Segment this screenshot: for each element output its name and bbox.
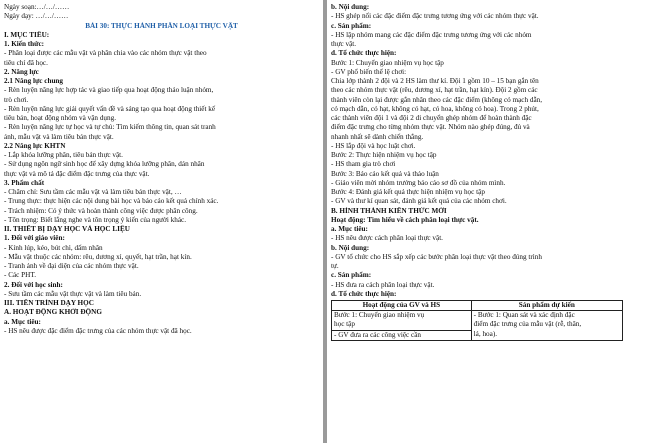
text-line: - Rèn luyện năng lực hợp tác và giao tiếp qua hoạt động thảo luận nhóm, xyxy=(4,86,214,95)
text-line: - GV phổ biến thể lệ chơi: xyxy=(331,67,407,76)
text-line: có mạch dẫn, có hạt, không có hạt, có hoa, không có hoa). Trong 2 phút, xyxy=(331,104,539,113)
text-line: thành viên còn lại được gắn nhãn theo các đặc điểm (không có mạch dẫn, xyxy=(331,95,543,104)
section-heading: c. Sản phẩm: xyxy=(331,271,372,280)
text-line: Bước 1: Chuyển giao nhiệm vụ học tập xyxy=(331,58,444,67)
text-line: - HS lập nhóm mang các đặc điểm đặc trưng tương ứng với các nhóm xyxy=(331,30,532,39)
table-cell xyxy=(471,311,622,341)
section-heading: II. THIẾT BỊ DẠY HỌC VÀ HỌC LIỆU xyxy=(4,225,130,233)
table-cell-line: điểm đặc trưng của mẫu vật (rễ, thân, xyxy=(473,320,582,329)
text-line: trò chơi. xyxy=(4,95,29,104)
section-heading: d. Tổ chức thực hiện: xyxy=(331,49,397,58)
table-cell-line: Bước 1: Chuyển giao nhiệm vụ xyxy=(334,311,425,320)
text-line: - Lắp khóa lưỡng phân, tiêu bản thực vật. xyxy=(4,151,123,159)
text-line: tiêu chí đã học. xyxy=(4,58,48,67)
section-heading: I. MỤC TIÊU: xyxy=(4,30,50,39)
section-heading: 2.1 Năng lực chung xyxy=(4,77,64,85)
text-line: nhanh nhất sẽ dành chiến thắng. xyxy=(331,132,424,141)
section-heading: a. Mục tiêu: xyxy=(4,317,41,326)
text-line: - GV và thư kí quan sát, đánh giá kết quả của các nhóm chơi. xyxy=(331,197,507,206)
text-line: - HS nêu được cách phân loại thực vật. xyxy=(331,234,443,243)
text-line: điểm đặc trưng cho từng nhóm thực vật. Nhóm nào ghép đúng, đủ và xyxy=(331,123,530,132)
text-line: theo các nhóm thực vật (rêu, dương xỉ, hạt trần, hạt kín). Đội 2 gồm các xyxy=(331,86,538,95)
text-line: - Chăm chỉ: Sưu tầm các mẫu vật và làm tiêu bản thực vật, … xyxy=(4,188,182,196)
text-line: các thành viên đội 1 và đội 2 di chuyển ghép nhóm để hoàn thành đặc xyxy=(331,114,532,122)
activity-table xyxy=(331,300,623,341)
right-document-page xyxy=(327,0,650,443)
text-line: Bước 3: Báo cáo kết quả và thảo luận xyxy=(331,169,439,178)
text-line: - HS đưa ra cách phân loại thực vật. xyxy=(331,280,435,289)
section-heading: 1. Đối với giáo viên: xyxy=(4,234,65,243)
section-heading: 2. Đối với học sinh: xyxy=(4,280,63,289)
section-heading: 2.2 Năng lực KHTN xyxy=(4,141,66,150)
table-cell xyxy=(332,330,472,340)
table-header-cell: Hoạt động của GV và HS xyxy=(332,301,472,311)
table-body xyxy=(332,311,623,341)
table-header-cell: Sản phẩm dự kiến xyxy=(471,301,622,311)
section-heading: Hoạt động: Tìm hiểu về cách phân loại thực vật. xyxy=(331,215,479,224)
section-heading: 1. Kiến thức: xyxy=(4,40,45,48)
section-heading: d. Tổ chức thực hiện: xyxy=(331,289,397,298)
text-line: - HS ghép nối các đặc điểm đặc trưng tương ứng với các nhóm thực vật. xyxy=(331,12,539,21)
section-heading: c. Sản phẩm: xyxy=(331,21,372,30)
text-line: - Mẫu vật thuộc các nhóm: rêu, dương xỉ, quyết, hạt trần, hạt kín. xyxy=(4,252,192,261)
section-heading: III. TIẾN TRÌNH DẠY HỌC xyxy=(4,299,94,307)
text-line: - Phân loại được các mẫu vật và phân chia vào các nhóm thực vật theo xyxy=(4,49,207,58)
text-line: thực vật. xyxy=(331,40,357,48)
lesson-title: BÀI 30: THỰC HÀNH PHÂN LOẠI THỰC VẬT xyxy=(85,21,238,30)
text-line: - Rèn luyện năng lực tự học và tự chủ: Tìm kiếm thông tin, quan sát tranh xyxy=(4,123,216,132)
text-line: - Sử dụng ngôn ngữ sinh học để xây dựng khóa lưỡng phân, dán nhãn xyxy=(4,160,205,169)
text-line: Ngày soạn:…/…/…… xyxy=(4,3,70,11)
text-line: - HS tham gia trò chơi xyxy=(331,160,396,169)
text-line: Ngày dạy: …/…/…… xyxy=(4,12,69,21)
text-line: tự. xyxy=(331,262,339,270)
text-line: - Các PHT. xyxy=(4,271,37,280)
section-heading: A. HOẠT ĐỘNG KHỞI ĐỘNG xyxy=(4,308,102,317)
text-line: - Rèn luyện năng lực giải quyết vấn đề và sáng tạo qua hoạt động thiết kế xyxy=(4,104,216,113)
text-line: - HS lắp đội và học luật chơi. xyxy=(331,141,416,150)
text-line: - Trung thực: thực hiện các nội dung bài học và báo cáo kết quả chính xác. xyxy=(4,197,219,206)
text-line: thực vật và mô tả đặc điểm đặc trưng của thực vật. xyxy=(4,169,150,178)
table-cell-line: - GV đưa ra các công việc cần xyxy=(334,330,421,339)
table-row xyxy=(332,311,623,330)
section-heading: b. Nội dung: xyxy=(331,243,370,252)
text-line: - Trách nhiệm: Có ý thức và hoàn thành công việc được phân công. xyxy=(4,206,198,215)
text-line: - Kính lúp, kéo, bút chì, dấm nhãn xyxy=(4,243,103,252)
text-line: - Tranh ảnh về đại diện của các nhóm thực vật. xyxy=(4,262,139,270)
table-cell xyxy=(332,311,472,330)
text-line: ảnh, mẫu vật và làm tiêu bản thực vật. xyxy=(4,132,114,141)
section-heading: a. Mục tiêu: xyxy=(331,225,368,233)
text-line: - HS nêu được đặc điểm đặc trưng của các nhóm thực vật đã học. xyxy=(4,326,192,335)
table-header-row xyxy=(332,301,623,311)
text-line: - GV tổ chức cho HS sắp xếp các bước phân loại thực vật theo đúng trình xyxy=(331,252,542,261)
table-cell-line: lá, hoa). xyxy=(473,329,498,338)
section-heading: 2. Năng lực xyxy=(4,67,39,76)
text-line: Chia lớp thành 2 đội và 2 HS làm thư kí. Đội 1 gồm 10 – 15 bạn gắn tên xyxy=(331,77,539,85)
table-cell-line: học tập xyxy=(334,320,355,329)
text-line: - Tôn trọng: Biết lắng nghe và tôn trọng ý kiến của người khác. xyxy=(4,215,187,224)
right-page-text xyxy=(331,3,646,299)
text-line: - Sưu tầm các mẫu vật thực vật và làm tiêu bản. xyxy=(4,289,142,298)
section-heading: B. HÌNH THÀNH KIẾN THỨC MỚI xyxy=(331,206,447,215)
text-line: - Giáo viên mời nhóm trưởng báo cáo sơ đồ của nhóm mình. xyxy=(331,178,506,187)
text-line: Bước 2: Thực hiện nhiệm vụ học tập xyxy=(331,151,437,159)
section-heading: 3. Phẩm chất xyxy=(4,178,45,187)
text-line: Bước 4: Đánh giá kết quả thực hiện nhiệm vụ học tập xyxy=(331,188,485,196)
table-cell-line: - Bước 1: Quan sát và xác định đặc xyxy=(473,311,575,320)
left-document-page xyxy=(0,0,323,443)
section-heading: b. Nội dung: xyxy=(331,3,370,11)
text-line: tiêu bản, hoạt động nhóm và vận dụng. xyxy=(4,114,116,122)
